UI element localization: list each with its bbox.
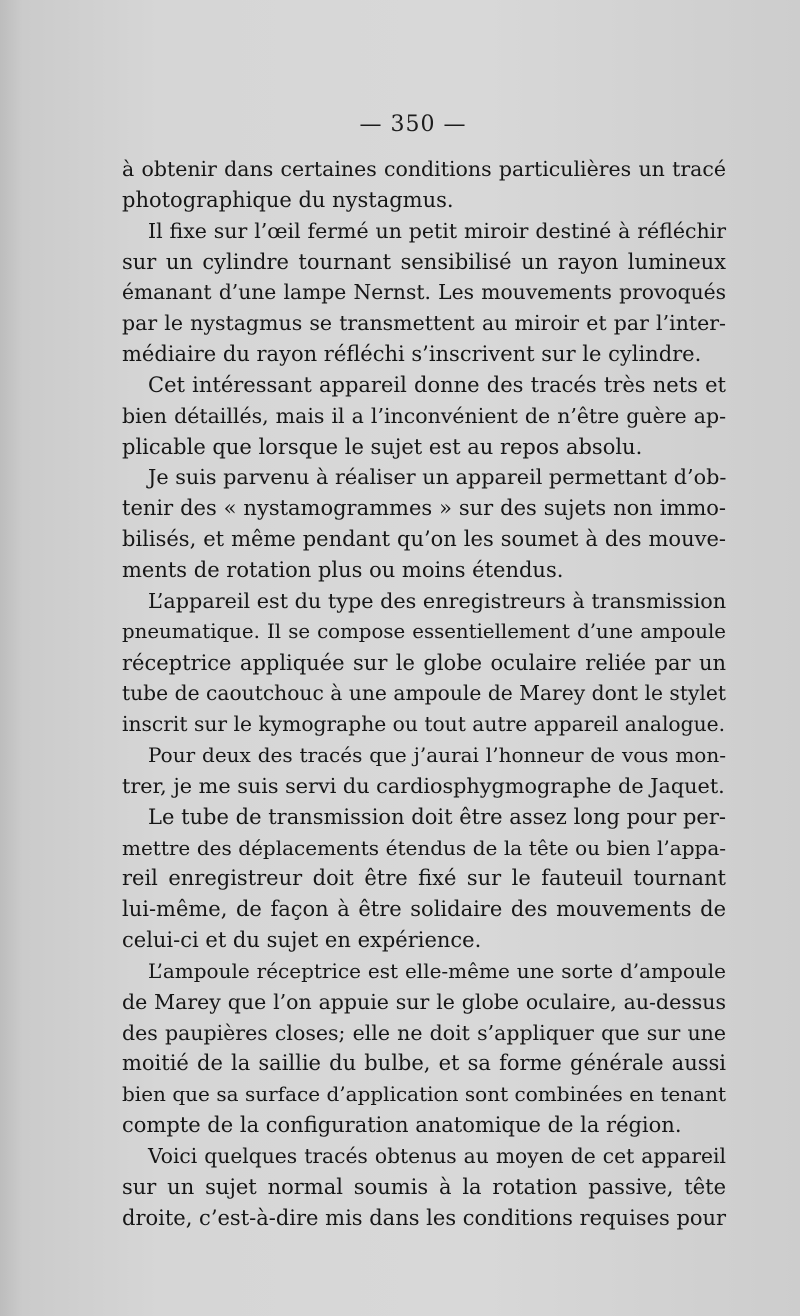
- text-line: par le nystagmus se transmettent au miroir et par l’inter-: [122, 311, 726, 336]
- text-line: L’ampoule réceptrice est elle-même une sorte d’ampoule: [148, 958, 726, 983]
- text-line: Je suis parvenu à réaliser un appareil permettant d’ob-: [148, 465, 727, 490]
- text-line: reil enregistreur doit être fixé sur le fauteuil tournant: [122, 866, 726, 891]
- text-line: lui-même, de façon à être solidaire des mouvements de: [122, 897, 726, 922]
- text-line: tenir des « nystamogrammes » sur des sujets non immo-: [122, 496, 726, 521]
- text-line: ments de rotation plus ou moins étendus.: [122, 557, 564, 582]
- text-line: sur un sujet normal soumis à la rotation passive, tête: [122, 1174, 726, 1199]
- text-line: droite, c’est-à-dire mis dans les conditions requises pour: [122, 1205, 727, 1230]
- text-line: plicable que lorsque le sujet est au repos absolu.: [122, 434, 643, 459]
- text-line: sur un cylindre tournant sensibilisé un rayon lumineux: [122, 249, 726, 274]
- text-line: bien que sa surface d’application sont combinées en tenant: [122, 1082, 726, 1107]
- page-number: — 350 —: [359, 112, 467, 137]
- text-line: émanant d’une lampe Nernst. Les mouvements provoqués: [122, 280, 726, 305]
- text-line: Il fixe sur l’œil fermé un petit miroir destiné à réfléchir: [148, 218, 726, 243]
- text-line: pneumatique. Il se compose essentiellement d’une ampoule: [122, 619, 726, 643]
- text-line: inscrit sur le kymographe ou tout autre appareil analogue.: [122, 712, 726, 737]
- text-line: photographique du nystagmus.: [122, 187, 454, 212]
- text-line: Voici quelques tracés obtenus au moyen de cet appareil: [148, 1144, 726, 1168]
- text-line: Pour deux des tracés que j’aurai l’honneur de vous mon-: [148, 743, 726, 768]
- text-line: Cet intéressant appareil donne des tracés très nets et: [148, 372, 726, 397]
- text-line: bien détaillés, mais il a l’inconvénient de n’être guère ap-: [122, 403, 726, 428]
- text-line: mettre des déplacements étendus de la tête ou bien l’appa-: [122, 835, 726, 860]
- text-line: bilisés, et même pendant qu’on les soumet à des mouve-: [122, 527, 726, 552]
- text-line: trer, je me suis servi du cardiosphygmographe de Jaquet.: [122, 773, 725, 798]
- text-line: réceptrice appliquée sur le globe oculaire reliée par un: [122, 650, 726, 675]
- body-text: [122, 154, 726, 1234]
- text-line: L’appareil est du type des enregistreurs à transmission: [148, 588, 727, 613]
- text-line: celui-ci et du sujet en expérience.: [122, 928, 482, 953]
- text-line: compte de la configuration anatomique de la région.: [122, 1113, 682, 1138]
- text-line: des paupières closes; elle ne doit s’appliquer que sur une: [122, 1020, 726, 1045]
- text-line: de Marey que l’on appuie sur le globe oculaire, au-dessus: [122, 989, 726, 1014]
- text-line: tube de caoutchouc à une ampoule de Marey dont le stylet: [122, 681, 726, 706]
- text-line: Le tube de transmission doit être assez long pour per-: [148, 804, 726, 829]
- text-line: moitié de la saillie du bulbe, et sa forme générale aussi: [122, 1051, 726, 1076]
- page-edge-shadow: [0, 0, 22, 1316]
- text-line: médiaire du rayon réfléchi s’inscrivent sur le cylindre.: [122, 342, 702, 367]
- text-line: à obtenir dans certaines conditions particulières un tracé: [122, 157, 726, 181]
